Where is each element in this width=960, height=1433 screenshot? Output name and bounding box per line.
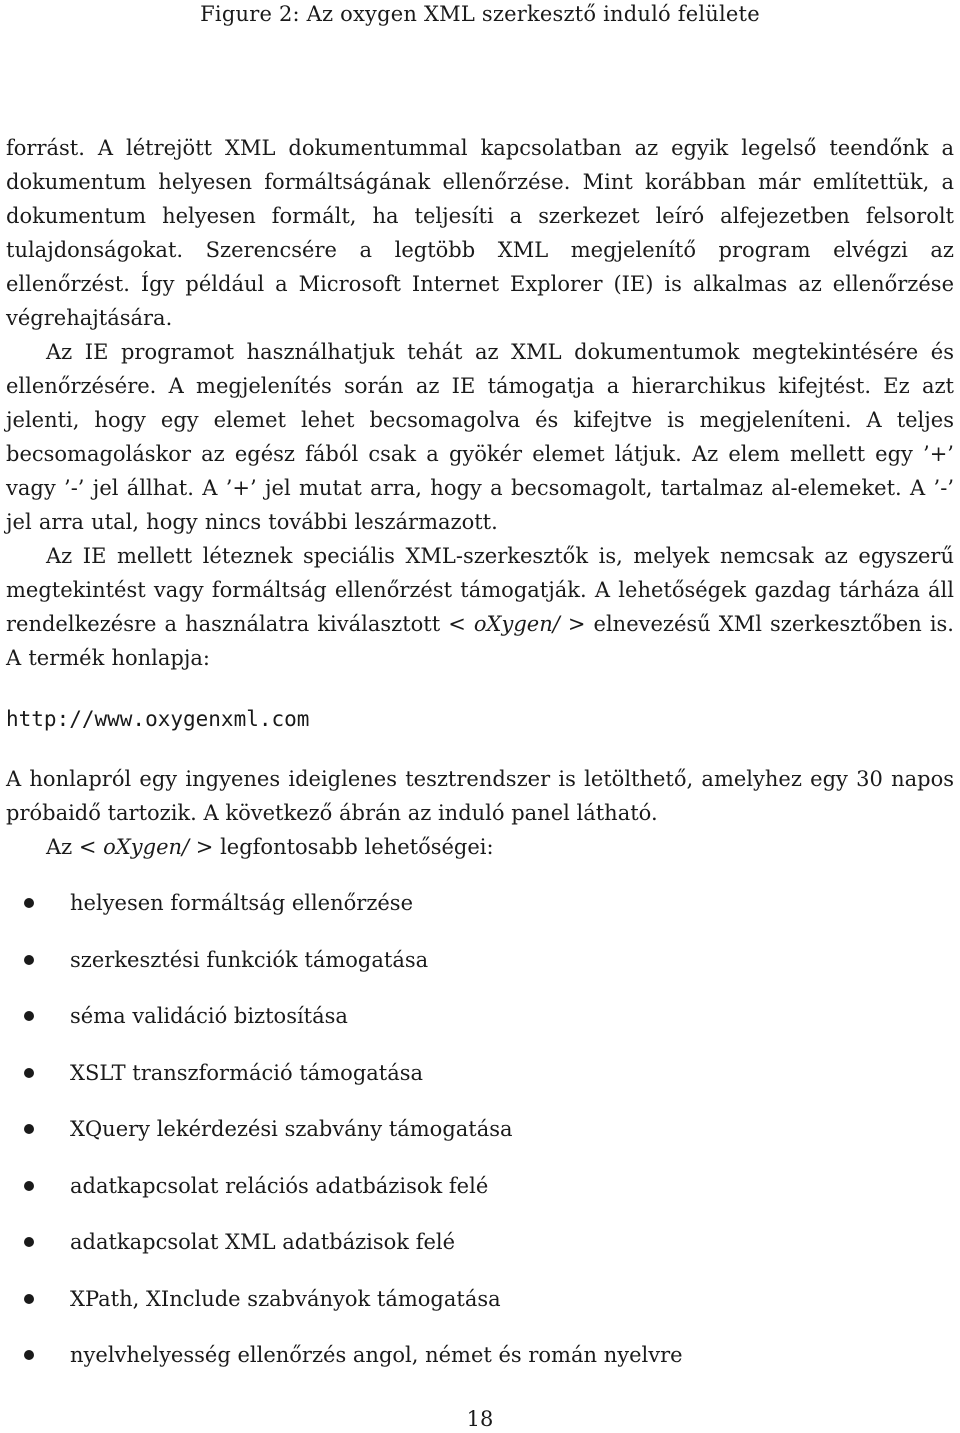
paragraph-xml-editors bbox=[6, 539, 954, 675]
bullet-icon bbox=[24, 1294, 34, 1304]
list-item bbox=[0, 1335, 960, 1392]
after-url-block bbox=[6, 762, 954, 864]
list-item-label: szerkesztési funkciók támogatása bbox=[70, 947, 429, 972]
bullet-icon bbox=[24, 1350, 34, 1360]
figure-caption: Figure 2: Az oxygen XML szerkesztő induló felülete bbox=[200, 2, 760, 26]
list-item-label: adatkapcsolat relációs adatbázisok felé bbox=[70, 1173, 489, 1198]
list-item-label: séma validáció biztosítása bbox=[70, 1004, 348, 1028]
list-item-label: XPath, XInclude szabványok támogatása bbox=[70, 1286, 501, 1311]
paragraph-intro: forrást. A létrejött XML dokumentummal kapcsolatban az egyik legelső teendőnk a dokumentum helyesen formáltságának ellenőrzése. Mint korábban már említettük, a dokumentum helyesen formált, ha teljesíti a szerkezet leíró alfejezetben felsorolt tulajdonságokat. Szerencsére a legtöbb XML megjelenítő program elvégzi az ellenőrzést. Így például a Microsoft Internet Explorer (IE) is alkalmas az ellenőrzése végrehajtására. bbox=[6, 136, 954, 330]
bullet-icon bbox=[24, 1011, 34, 1021]
body-text-block bbox=[6, 131, 954, 675]
list-item bbox=[0, 1053, 960, 1110]
list-item bbox=[0, 1279, 960, 1336]
paragraph-ie-usage: Az IE programot használhatjuk tehát az XML dokumentumok megtekintésére és ellenőrzésére. A megjelenítés során az IE támogatja a hierarchikus kifejtést. Ez azt jelenti, hogy egy elemet lehet becsomagolva és kifejtve is megjeleníteni. A teljes becsomagoláskor az egész fából csak a gyökér elemet látjuk. Az elem mellett egy ’+’ vagy ’-’ jel állhat. A ’+’ jel mutat arra, hogy a becsomagolt, tartalmaz al-elemeket. A ’-’ jel arra utal, hogy nincs további leszármazott. bbox=[6, 340, 954, 534]
bullet-icon bbox=[24, 955, 34, 965]
list-item-label: nyelvhelyesség ellenőrzés angol, német és román nyelvre bbox=[70, 1343, 683, 1367]
homepage-url: http://www.oxygenxml.com bbox=[6, 707, 310, 731]
bullet-icon bbox=[24, 898, 34, 908]
list-item-label: adatkapcsolat XML adatbázisok felé bbox=[70, 1230, 456, 1254]
bullet-icon bbox=[24, 1181, 34, 1191]
list-item bbox=[0, 1109, 960, 1166]
paragraph-trial: A honlapról egy ingyenes ideiglenes tesztrendszer is letölthető, amelyhez egy 30 napos próbaidő tartozik. A következő ábrán az induló panel látható. bbox=[6, 767, 954, 825]
list-item-label: helyesen formáltság ellenőrzése bbox=[70, 891, 414, 915]
bullet-icon bbox=[24, 1237, 34, 1247]
list-item-label: XQuery lekérdezési szabvány támogatása bbox=[70, 1117, 513, 1141]
list-item bbox=[0, 996, 960, 1053]
list-item bbox=[0, 1166, 960, 1223]
paragraph-xml-editors-text-1: Az IE mellett léteznek speciális XML-szerkesztők is, melyek nemcsak az egyszerű megtekintést vagy formáltság ellenőrzést támogatják. A lehetőségek gazdag tárháza áll rendelkezésre a használatra kiválasztott bbox=[6, 544, 954, 636]
paragraph-xml-editors-text-2: elnevezésű XMl szerkesztőben is. A termék honlapja: bbox=[6, 612, 954, 670]
list-item-label: XSLT transzformáció támogatása bbox=[70, 1060, 424, 1085]
features-intro-text-2: legfontosabb lehetőségei: bbox=[213, 835, 494, 859]
paragraph-features-intro bbox=[6, 830, 954, 864]
product-name-oxygen: < oXygen/ > bbox=[448, 612, 586, 636]
bullet-icon bbox=[24, 1124, 34, 1134]
features-intro-text-1: Az bbox=[46, 835, 79, 859]
product-name-oxygen-2: < oXygen/ > bbox=[78, 835, 214, 859]
feature-list bbox=[0, 883, 960, 1392]
page-number: 18 bbox=[466, 1407, 494, 1431]
list-item bbox=[0, 940, 960, 997]
bullet-icon bbox=[24, 1068, 34, 1078]
list-item bbox=[0, 883, 960, 940]
list-item bbox=[0, 1222, 960, 1279]
